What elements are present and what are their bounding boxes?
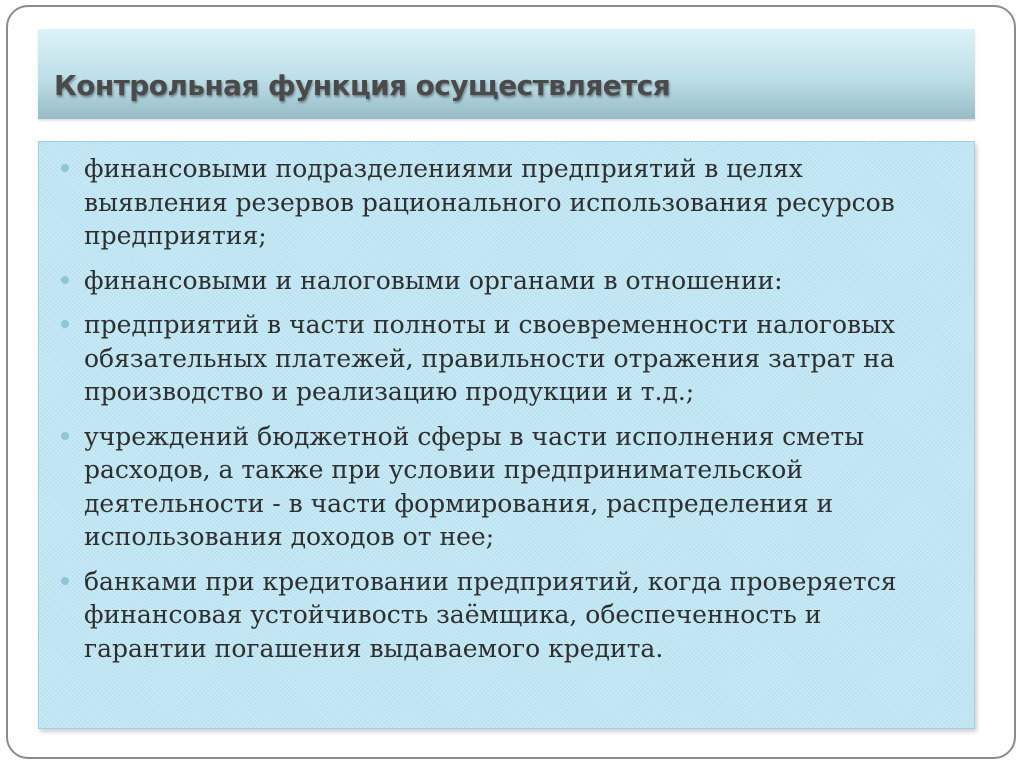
bullet-dot-icon xyxy=(61,577,69,585)
bullet-dot-icon xyxy=(61,276,69,284)
bullet-text: учреждений бюджетной сферы в части исполнения сметы расходов, а также при условии предпринимательской деятельности - в части формирования, распределения и использования доходов от нее; xyxy=(84,421,865,551)
content-box xyxy=(38,141,975,729)
bullet-dot-icon xyxy=(61,320,69,328)
bullet-item xyxy=(61,308,950,409)
bullet-list xyxy=(39,142,974,665)
title-bar xyxy=(38,29,975,119)
bullet-item xyxy=(61,264,950,298)
slide-title: Контрольная функция осуществляется xyxy=(54,69,671,102)
bullet-text: предприятий в части полноты и своевременности налоговых обязательных платежей, правильности отражения затрат на производство и реализацию продукции и т.д.; xyxy=(84,310,896,406)
bullet-item xyxy=(61,420,950,554)
bullet-text: банками при кредитовании предприятий, когда проверяется финансовая устойчивость заёмщика, обеспеченность и гарантии погашения выдаваемого кредита. xyxy=(84,566,897,663)
bullet-text: финансовыми и налоговыми органами в отношении: xyxy=(84,265,783,295)
bullet-text: финансовыми подразделениями предприятий в целях выявления резервов рационального использования ресурсов предприятия; xyxy=(84,154,895,250)
bullet-dot-icon xyxy=(61,432,69,440)
bullet-item xyxy=(61,152,950,253)
bullet-item xyxy=(61,565,950,666)
bullet-dot-icon xyxy=(61,164,69,172)
